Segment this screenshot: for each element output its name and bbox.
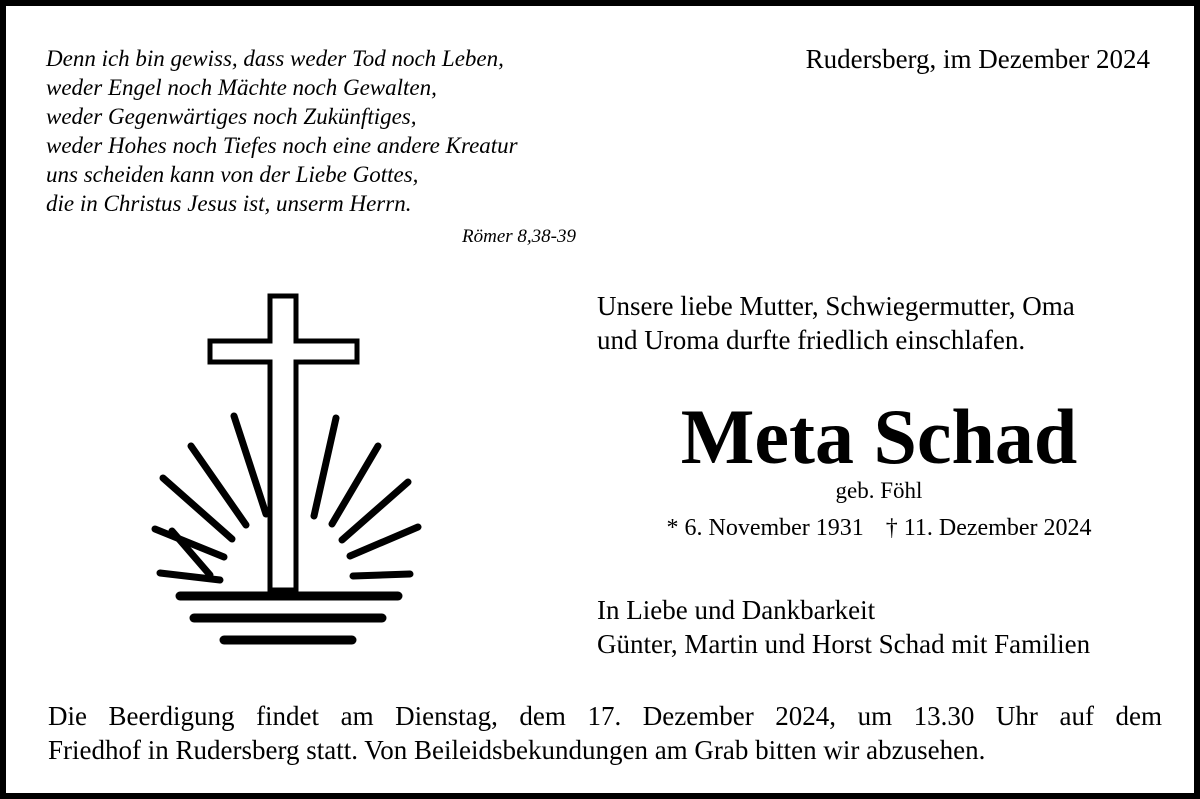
verse-line: die in Christus Jesus ist, unserm Herrn. <box>46 191 412 216</box>
signoff-line: In Liebe und Dankbarkeit <box>597 595 876 625</box>
life-dates <box>579 513 1179 543</box>
birth-date: * 6. November 1931 <box>666 515 864 541</box>
bible-verse <box>46 44 518 218</box>
place-and-date: Rudersberg, im Dezember 2024 <box>805 44 1150 74</box>
signoff <box>597 593 1090 661</box>
intro-line: Unsere liebe Mutter, Schwiegermutter, Oma <box>597 291 1075 321</box>
verse-line: weder Gegenwärtiges noch Zukünftiges, <box>46 104 417 129</box>
verse-line: weder Engel noch Mächte noch Gewalten, <box>46 75 437 100</box>
funeral-notice <box>48 699 1162 767</box>
verse-reference: Römer 8,38-39 <box>462 226 576 247</box>
verse-line: uns scheiden kann von der Liebe Gottes, <box>46 162 419 187</box>
verse-line: Denn ich bin gewiss, dass weder Tod noch Leben, <box>46 46 504 71</box>
cross-with-sun-rays-and-waves-icon <box>146 288 426 663</box>
intro-text <box>597 289 1075 357</box>
deceased-name: Meta Schad <box>680 393 1078 480</box>
intro-line: und Uroma durfte friedlich einschlafen. <box>597 325 1026 355</box>
verse-line: weder Hohes noch Tiefes noch eine andere Kreatur <box>46 133 518 158</box>
signoff-line: Günter, Martin und Horst Schad mit Familien <box>597 629 1091 659</box>
funeral-line: Friedhof in Rudersberg statt. Von Beileidsbekundungen am Grab bitten wir abzusehen. <box>48 735 986 765</box>
birth-name: geb. Föhl <box>835 478 923 503</box>
funeral-line: Die Beerdigung findet am Dienstag, dem 17. Dezember 2024, um 13.30 Uhr auf dem <box>48 701 1162 731</box>
death-date: † 11. Dezember 2024 <box>885 515 1092 541</box>
